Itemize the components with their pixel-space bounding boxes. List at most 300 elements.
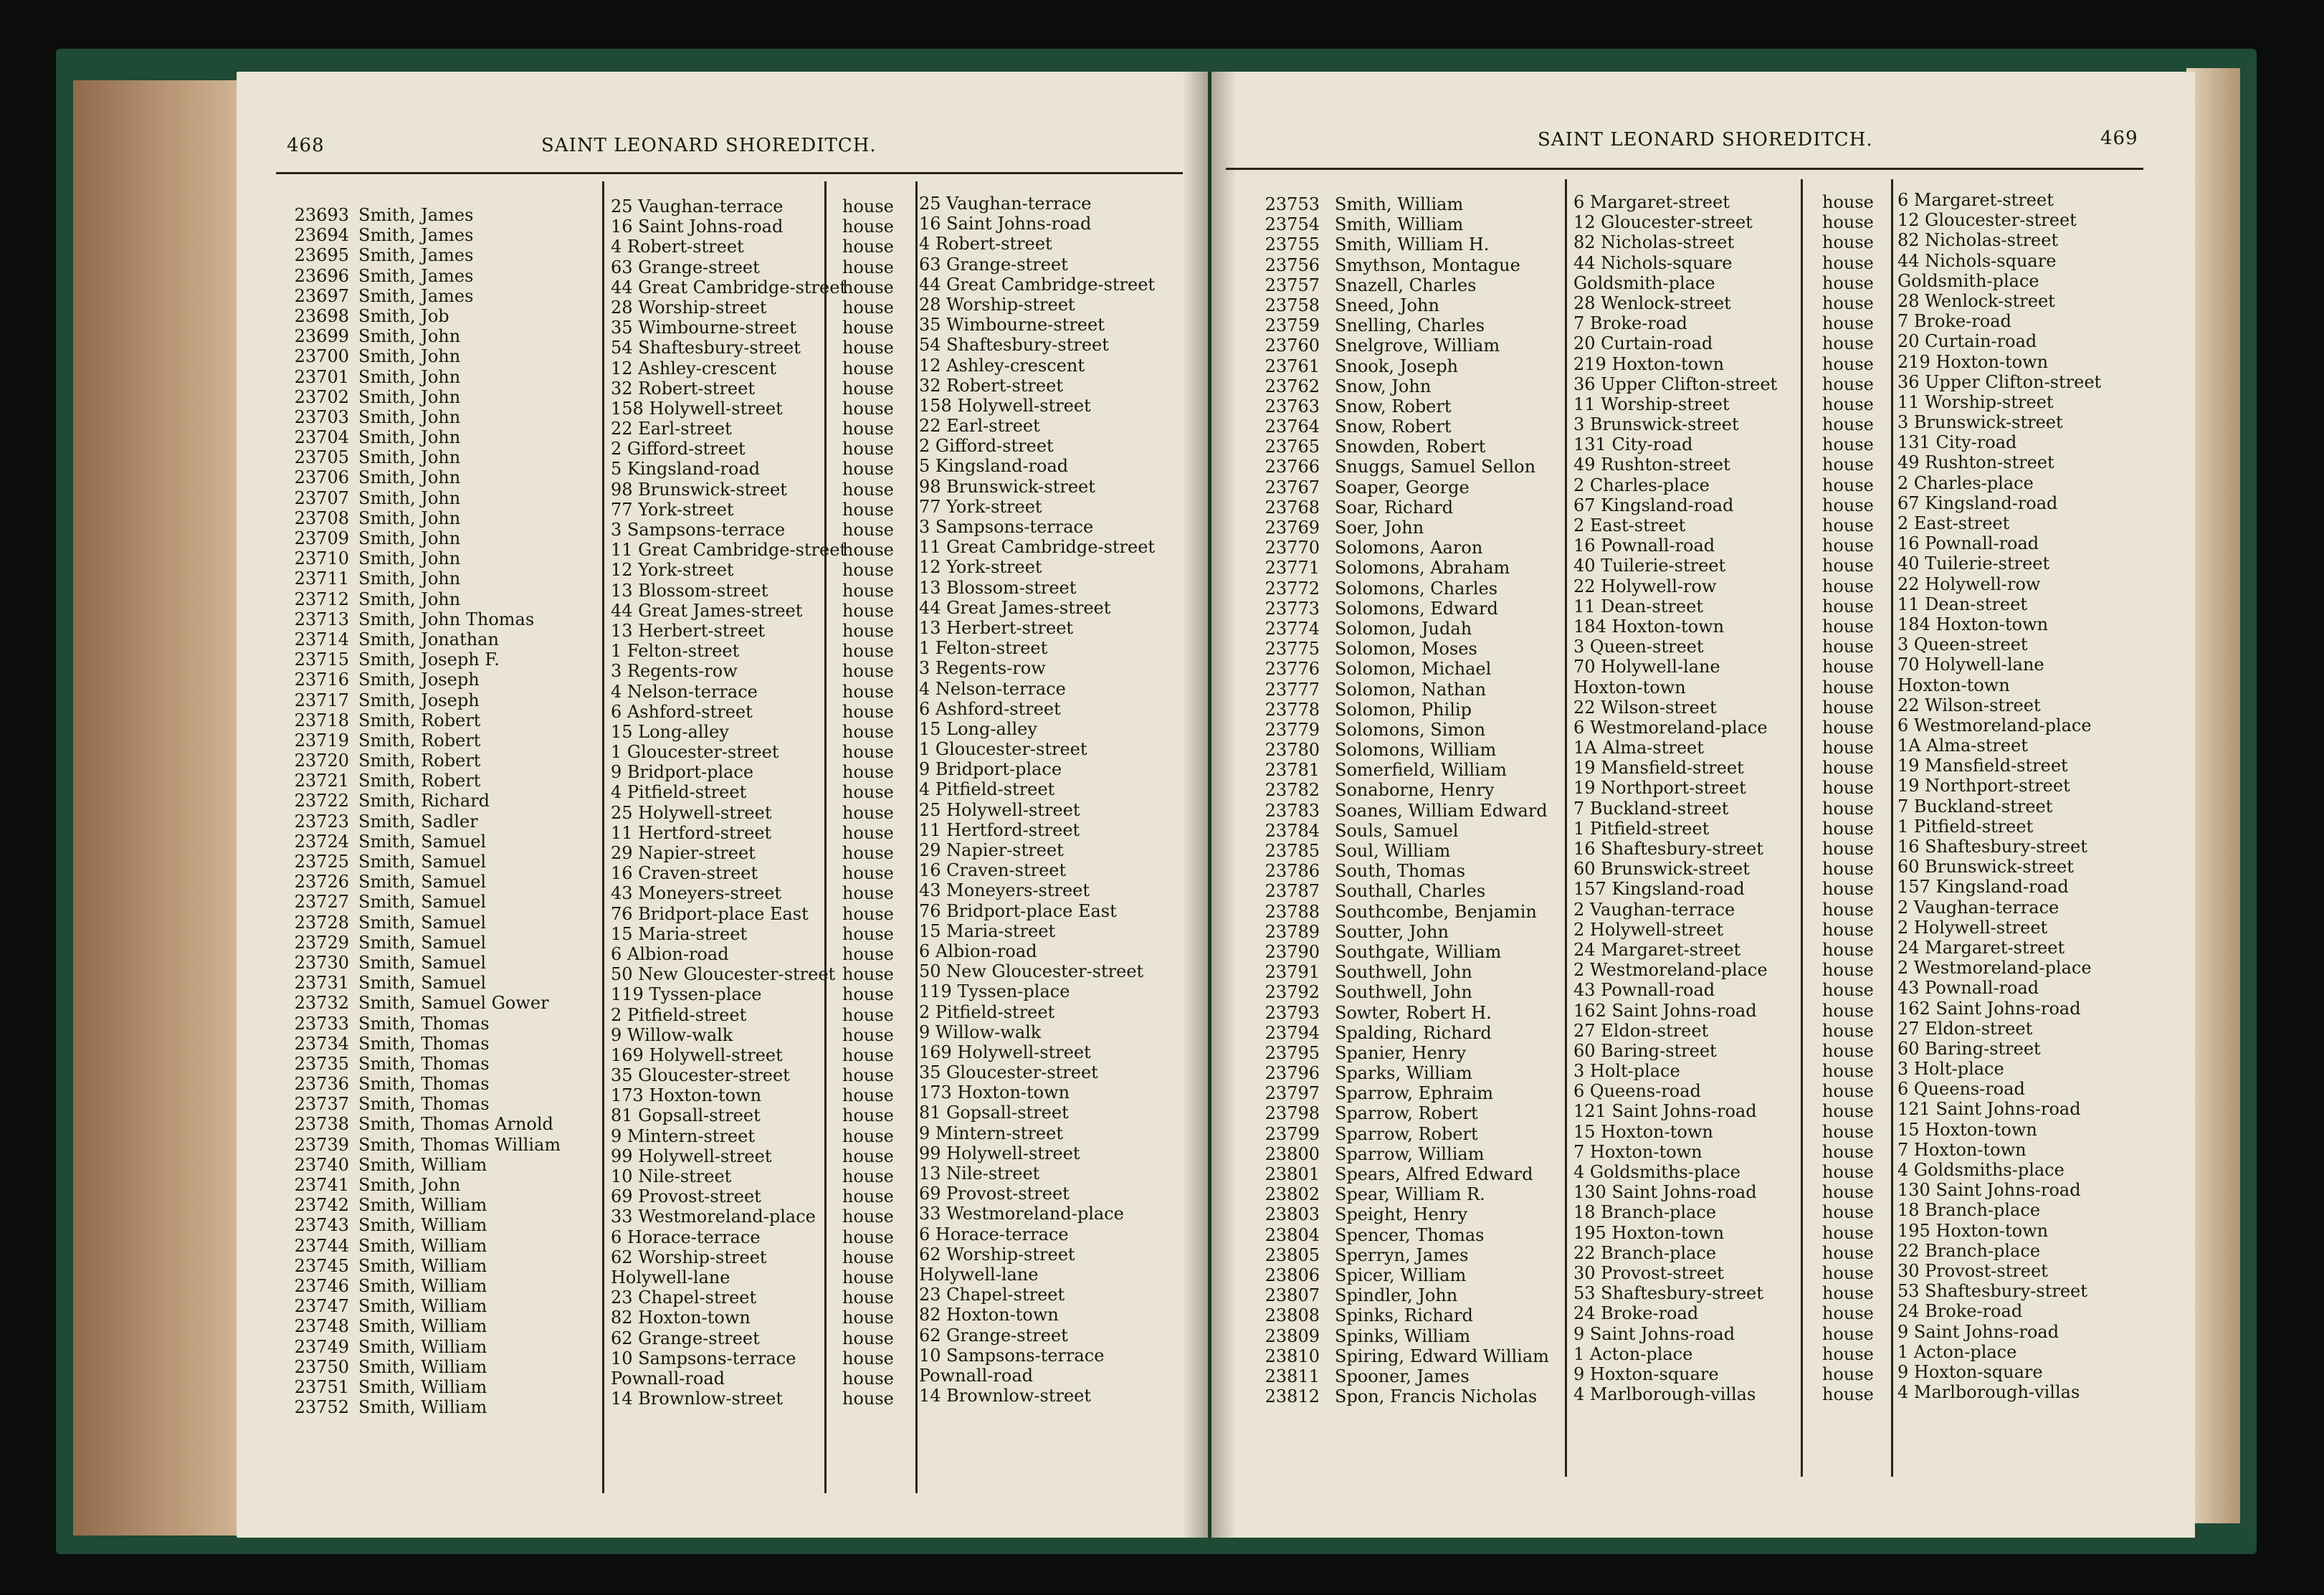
elector-name: Smith, John (358, 487, 461, 508)
column-rule (915, 181, 918, 1493)
qualification: house (842, 277, 894, 297)
abode: 69 Provost-street (611, 1186, 761, 1207)
abode: 4 Nelson-terrace (611, 681, 758, 702)
elector-number: 23733 (294, 1013, 349, 1034)
property-description: 24 Margaret-street (1897, 937, 2065, 958)
qualification: house (1822, 596, 1874, 616)
property-description: 4 Marlborough-villas (1897, 1382, 2080, 1403)
abode: 5 Kingsland-road (611, 459, 761, 480)
qualification: house (1822, 576, 1874, 596)
qualification: house (842, 1166, 894, 1186)
qualification: house (842, 883, 894, 904)
elector-name: Solomons, Charles (1335, 578, 1498, 599)
elector-name: Smith, John (358, 366, 461, 387)
abode: 2 Vaughan-terrace (1573, 899, 1735, 920)
qualification: house (842, 742, 894, 763)
qualification: house (1822, 1222, 1874, 1243)
property-description: 60 Baring-street (1897, 1038, 2041, 1059)
qualification: house (1822, 232, 1874, 253)
abode: 9 Willow-walk (611, 1024, 733, 1045)
property-description: 7 Buckland-street (1897, 796, 2053, 816)
qualification: house (842, 762, 894, 783)
elector-name: Soanes, William Edward (1335, 800, 1548, 821)
abode: 158 Holywell-street (611, 398, 783, 419)
elector-number: 23709 (294, 528, 349, 548)
elector-number: 23747 (294, 1296, 349, 1317)
abode: 1 Felton-street (611, 641, 740, 662)
property-description: 53 Shaftesbury-street (1897, 1281, 2087, 1302)
property-description: 1 Gloucester-street (919, 739, 1087, 760)
elector-number: 23714 (294, 629, 349, 649)
property-description: 9 Willow-walk (919, 1022, 1042, 1042)
elector-name: Solomon, Judah (1335, 618, 1472, 639)
elector-number: 23774 (1265, 618, 1320, 639)
elector-number-column (1251, 194, 1320, 1406)
elector-number: 23703 (294, 406, 349, 427)
elector-name: Smith, Robert (358, 771, 481, 791)
abode: 82 Hoxton-town (611, 1308, 751, 1328)
qualification: house (1822, 697, 1874, 718)
abode: 20 Curtain-road (1573, 333, 1713, 354)
elector-name: Smith, John (358, 346, 461, 367)
qualification: house (842, 661, 894, 682)
abode: 63 Grange-street (611, 257, 760, 277)
elector-name: Smith, William (358, 1336, 487, 1357)
property-description: 35 Wimbourne-street (919, 315, 1105, 335)
elector-number: 23765 (1265, 437, 1320, 457)
elector-name: Solomons, Edward (1335, 598, 1498, 619)
abode: 18 Branch-place (1573, 1202, 1717, 1223)
elector-number: 23758 (1265, 295, 1320, 315)
column-rule (1565, 179, 1567, 1477)
abode: 6 Queens-road (1573, 1081, 1701, 1102)
elector-number: 23728 (294, 912, 349, 933)
abode: Goldsmith-place (1573, 272, 1715, 293)
property-description: 3 Brunswick-street (1897, 412, 2063, 433)
property-description: 98 Brunswick-street (919, 476, 1095, 497)
elector-number: 23719 (294, 730, 349, 751)
property-description: 32 Robert-street (919, 375, 1063, 396)
abode: Pownall-road (611, 1368, 725, 1389)
qualification: house (842, 196, 894, 216)
elector-number: 23740 (294, 1154, 349, 1175)
abode: 6 Horace-terrace (611, 1227, 761, 1247)
abode: 43 Moneyers-street (611, 883, 781, 904)
property-description: 62 Grange-street (919, 1325, 1068, 1346)
qualification: house (1822, 798, 1874, 819)
qualification: house (842, 964, 894, 985)
qualification: house (842, 1227, 894, 1247)
abode-column (611, 196, 847, 1409)
elector-name: Southgate, William (1335, 941, 1502, 962)
elector-number: 23789 (1265, 921, 1320, 942)
elector-number: 23812 (1265, 1386, 1320, 1407)
property-description: 43 Moneyers-street (919, 880, 1090, 901)
abode: 2 Gifford-street (611, 439, 746, 460)
right-page (1211, 72, 2195, 1538)
qualification: house (1822, 1283, 1874, 1304)
qualification: house (1822, 1101, 1874, 1122)
abode: 4 Pitfield-street (611, 782, 747, 803)
elector-name: Souls, Samuel (1335, 820, 1459, 841)
elector-number: 23751 (294, 1376, 349, 1397)
qualification: house (1822, 818, 1874, 839)
elector-name: Smythson, Montague (1335, 254, 1520, 275)
elector-number: 23735 (294, 1053, 349, 1074)
abode: 23 Chapel-street (611, 1287, 757, 1308)
property-description: 69 Provost-street (919, 1184, 1070, 1204)
elector-name: Snuggs, Samuel Sellon (1335, 457, 1536, 477)
qualification-column (842, 196, 894, 1409)
property-description: 2 Holywell-street (1897, 917, 2048, 938)
qualification: house (842, 216, 894, 237)
elector-number: 23743 (294, 1215, 349, 1236)
qualification: house (842, 1065, 894, 1086)
abode: 81 Gopsall-street (611, 1105, 761, 1126)
qualification: house (1822, 1242, 1874, 1263)
abode: 15 Maria-street (611, 923, 748, 944)
elector-name: Spooner, James (1335, 1366, 1470, 1386)
abode: 33 Westmoreland-place (611, 1206, 816, 1227)
elector-number: 23769 (1265, 518, 1320, 538)
elector-name: Smith, James (358, 285, 474, 306)
abode: 11 Great Cambridge-street (611, 540, 847, 561)
name-column (358, 205, 561, 1417)
elector-number: 23760 (1265, 335, 1320, 356)
header-rule (276, 172, 1183, 174)
qualification: house (1822, 1202, 1874, 1223)
property-description: 28 Worship-street (919, 294, 1075, 315)
elector-number: 23721 (294, 771, 349, 791)
abode: 32 Robert-street (611, 378, 755, 399)
property-description: 18 Branch-place (1897, 1200, 2041, 1221)
property-description: 6 Queens-road (1897, 1079, 2025, 1100)
qualification: house (1822, 1081, 1874, 1102)
elector-name: Smith, Thomas (358, 1094, 490, 1115)
elector-name: Smith, William (358, 1275, 487, 1296)
qualification: house (842, 540, 894, 561)
abode: 184 Hoxton-town (1573, 616, 1725, 637)
abode: 1 Acton-place (1573, 1343, 1693, 1364)
elector-number: 23701 (294, 366, 349, 387)
qualification: house (1822, 1384, 1874, 1405)
abode: 28 Wenlock-street (1573, 292, 1731, 313)
elector-number: 23723 (294, 811, 349, 832)
qualification: house (842, 1085, 894, 1106)
elector-name: Solomons, Abraham (1335, 558, 1510, 579)
property-description: 4 Robert-street (919, 234, 1052, 254)
abode: 1 Pitfield-street (1573, 818, 1710, 839)
elector-name: Smith, John Thomas (358, 609, 535, 629)
elector-number: 23780 (1265, 740, 1320, 761)
elector-number: 23761 (1265, 356, 1320, 376)
elector-name: Smith, Job (358, 305, 449, 326)
elector-number: 23790 (1265, 941, 1320, 962)
property-description: 2 Pitfield-street (919, 1001, 1055, 1022)
abode: 15 Long-alley (611, 721, 729, 742)
elector-name: South, Thomas (1335, 861, 1466, 882)
property-description: 169 Holywell-street (919, 1042, 1091, 1062)
elector-name: Smith, John (358, 568, 461, 589)
abode: 14 Brownlow-street (611, 1389, 783, 1409)
elector-name: Smith, James (358, 245, 474, 266)
abode: 3 Holt-place (1573, 1061, 1680, 1082)
elector-number: 23805 (1265, 1244, 1320, 1265)
property-description: 63 Grange-street (919, 254, 1068, 275)
abode: 19 Northport-street (1573, 778, 1746, 799)
elector-name: Smith, William (1335, 214, 1464, 235)
property-description: 10 Sampsons-terrace (919, 1345, 1105, 1366)
property-description: 27 Eldon-street (1897, 1018, 2033, 1039)
elector-number: 23732 (294, 993, 349, 1014)
elector-name: Smith, Robert (358, 710, 481, 730)
elector-name: Smith, John (358, 589, 461, 609)
elector-name: Southwell, John (1335, 982, 1472, 1003)
elector-name: Smith, Thomas Arnold (358, 1114, 553, 1135)
elector-name: Smith, John (358, 326, 461, 347)
elector-name: Smith, William (358, 1215, 487, 1236)
qualification: house (842, 1206, 894, 1227)
property-description: 25 Holywell-street (919, 799, 1080, 820)
abode: 12 Gloucester-street (1573, 212, 1753, 233)
property-description: 22 Wilson-street (1897, 695, 2041, 715)
property-description: 22 Branch-place (1897, 1240, 2041, 1261)
elector-number: 23716 (294, 670, 349, 690)
qualification: house (1822, 657, 1874, 677)
qualification: house (842, 1125, 894, 1146)
elector-number: 23803 (1265, 1204, 1320, 1225)
elector-name: Snook, Joseph (1335, 356, 1459, 376)
elector-name: Sneed, John (1335, 295, 1439, 315)
property-description: 7 Broke-road (1897, 311, 2011, 332)
qualification-column (1822, 192, 1874, 1404)
elector-number: 23746 (294, 1275, 349, 1296)
abode: 6 Westmoreland-place (1573, 717, 1768, 738)
abode: 3 Brunswick-street (1573, 414, 1739, 435)
property-description: 6 Margaret-street (1897, 190, 2054, 210)
abode: 60 Brunswick-street (1573, 859, 1750, 880)
property-description: 3 Sampsons-terrace (919, 517, 1094, 537)
property-description: 2 Vaughan-terrace (1897, 897, 2059, 918)
elector-name: Smith, Joseph (358, 670, 480, 690)
elector-name: Smith, Robert (358, 751, 481, 771)
abode: 11 Hertford-street (611, 822, 772, 843)
abode: 36 Upper Clifton-street (1573, 373, 1778, 394)
elector-name: Smith, William (1335, 194, 1464, 214)
property-description: 9 Bridport-place (919, 759, 1062, 780)
property-description: 162 Saint Johns-road (1897, 998, 2081, 1019)
qualification: house (842, 398, 894, 419)
qualification: house (842, 297, 894, 318)
elector-name: Spindler, John (1335, 1285, 1458, 1306)
qualification: house (842, 1328, 894, 1348)
elector-name: Smith, Robert (358, 730, 481, 751)
qualification: house (1822, 980, 1874, 1001)
qualification: house (1822, 535, 1874, 556)
qualification: house (842, 257, 894, 277)
elector-name: Smith, John (358, 427, 461, 448)
elector-number: 23776 (1265, 659, 1320, 680)
elector-number: 23783 (1265, 800, 1320, 821)
qualification: house (1822, 1000, 1874, 1021)
elector-number: 23773 (1265, 598, 1320, 619)
qualification: house (842, 843, 894, 863)
elector-number: 23698 (294, 305, 349, 326)
abode: 77 York-street (611, 499, 734, 520)
elector-number: 23766 (1265, 457, 1320, 477)
elector-number: 23745 (294, 1255, 349, 1276)
elector-name: Spinks, William (1335, 1325, 1471, 1346)
abode: 2 Holywell-street (1573, 919, 1724, 940)
elector-number: 23726 (294, 872, 349, 892)
qualification: house (1822, 1020, 1874, 1041)
elector-name: Smith, Samuel (358, 932, 487, 953)
property-description: 9 Mintern-street (919, 1123, 1063, 1143)
qualification: house (842, 822, 894, 843)
elector-name: Spencer, Thomas (1335, 1224, 1485, 1245)
abode: 131 City-road (1573, 434, 1693, 455)
elector-number: 23715 (294, 649, 349, 670)
elector-name: Sowter, Robert H. (1335, 1002, 1492, 1023)
abode: 130 Saint Johns-road (1573, 1182, 1757, 1203)
qualification: house (842, 1024, 894, 1045)
abode: 121 Saint Johns-road (1573, 1101, 1757, 1122)
elector-number: 23756 (1265, 254, 1320, 275)
elector-name: Soutter, John (1335, 921, 1449, 942)
abode: 24 Broke-road (1573, 1303, 1699, 1324)
abode: 30 Provost-street (1573, 1262, 1724, 1283)
column-rule (1891, 179, 1893, 1477)
elector-number: 23787 (1265, 881, 1320, 902)
property-description: 9 Saint Johns-road (1897, 1321, 2059, 1342)
elector-name: Smith, John (358, 508, 461, 528)
property-description: 157 Kingsland-road (1897, 877, 2069, 898)
qualification: house (842, 641, 894, 662)
header-rule (1226, 168, 2143, 170)
property-description: 158 Holywell-street (919, 395, 1091, 416)
property-description: 16 Shaftesbury-street (1897, 837, 2087, 857)
elector-name: Solomons, Aaron (1335, 538, 1483, 558)
qualification: house (842, 1308, 894, 1328)
elector-name: Snow, John (1335, 376, 1432, 396)
qualification: house (1822, 353, 1874, 374)
property-description: 16 Craven-street (919, 860, 1067, 881)
abode: 6 Albion-road (611, 943, 729, 964)
elector-name: Smith, William (358, 1316, 487, 1337)
property-description: 6 Westmoreland-place (1897, 715, 2092, 735)
elector-name: Solomon, Philip (1335, 699, 1472, 720)
elector-number: 23771 (1265, 558, 1320, 579)
elector-name: Soer, John (1335, 518, 1424, 538)
elector-number: 23750 (294, 1356, 349, 1377)
qualification: house (842, 520, 894, 540)
property-description: 3 Queen-street (1897, 634, 2028, 655)
abode: 35 Gloucester-street (611, 1065, 790, 1086)
qualification: house (1822, 373, 1874, 394)
qualification: house (1822, 1262, 1874, 1283)
abode: 49 Rushton-street (1573, 454, 1730, 475)
elector-name: Solomon, Michael (1335, 659, 1492, 680)
elector-name: Spinks, Richard (1335, 1305, 1473, 1326)
page-header: SAINT LEONARD SHOREDITCH. (1538, 129, 1873, 151)
abode: 2 Charles-place (1573, 475, 1710, 495)
qualification: house (842, 1044, 894, 1065)
qualification: house (1822, 475, 1874, 495)
elector-name: Spicer, William (1335, 1265, 1467, 1285)
elector-number: 23734 (294, 1033, 349, 1054)
abode: 22 Branch-place (1573, 1242, 1717, 1263)
property-description: 16 Pownall-road (1897, 533, 2039, 554)
elector-name: Southall, Charles (1335, 881, 1486, 902)
elector-number: 23752 (294, 1397, 349, 1418)
qualification: house (842, 1105, 894, 1126)
abode: 219 Hoxton-town (1573, 353, 1725, 374)
property-description: 70 Holywell-lane (1897, 654, 2044, 675)
qualification: house (842, 1146, 894, 1166)
elector-name: Smith, William (358, 1356, 487, 1377)
qualification: house (1822, 1061, 1874, 1082)
property-description: 12 York-street (919, 557, 1042, 578)
elector-name: Sparrow, Robert (1335, 1103, 1478, 1124)
elector-name: Spiring, Edward William (1335, 1346, 1549, 1366)
elector-number: 23693 (294, 205, 349, 225)
qualification: house (842, 419, 894, 439)
elector-name: Smith, Samuel Gower (358, 993, 549, 1014)
elector-name: Smith, Sadler (358, 811, 478, 832)
qualification: house (842, 863, 894, 884)
page-number: 469 (2100, 128, 2138, 149)
elector-number: 23786 (1265, 861, 1320, 882)
abode: 173 Hoxton-town (611, 1085, 762, 1106)
property-description: 82 Nicholas-street (1897, 230, 2059, 251)
elector-number: 23791 (1265, 962, 1320, 983)
elector-name: Snowden, Robert (1335, 437, 1486, 457)
qualification: house (1822, 252, 1874, 273)
abode: 7 Buckland-street (1573, 798, 1729, 819)
abode: 22 Earl-street (611, 419, 732, 439)
property-description: 6 Horace-terrace (919, 1224, 1069, 1244)
elector-name: Smith, Thomas (358, 1033, 490, 1054)
qualification: house (1822, 960, 1874, 981)
qualification: house (842, 923, 894, 944)
property-description: 1A Alma-street (1897, 735, 2028, 756)
elector-name: Snelling, Charles (1335, 315, 1485, 336)
abode: 35 Wimbourne-street (611, 318, 796, 338)
elector-number: 23807 (1265, 1285, 1320, 1306)
qualification: house (1822, 1040, 1874, 1061)
property-description: 13 Blossom-street (919, 577, 1077, 598)
abode: 11 Worship-street (1573, 394, 1730, 414)
abode: 9 Bridport-place (611, 762, 754, 783)
elector-number: 23762 (1265, 376, 1320, 396)
property-description: 14 Brownlow-street (919, 1386, 1091, 1406)
elector-number: 23699 (294, 326, 349, 347)
elector-name: Smith, John (358, 1175, 461, 1195)
elector-name: Sparks, William (1335, 1063, 1472, 1084)
abode: 67 Kingsland-road (1573, 495, 1734, 515)
property-description: 44 Great Cambridge-street (919, 274, 1156, 295)
qualification: house (842, 560, 894, 581)
abode: 22 Holywell-row (1573, 576, 1717, 596)
property-description: 24 Broke-road (1897, 1301, 2023, 1322)
qualification: house (1822, 637, 1874, 657)
elector-number: 23725 (294, 852, 349, 872)
elector-number: 23711 (294, 568, 349, 589)
elector-number: 23737 (294, 1094, 349, 1115)
qualification: house (842, 237, 894, 257)
abode: 25 Holywell-street (611, 802, 772, 823)
property-description: 67 Kingsland-road (1897, 492, 2058, 513)
